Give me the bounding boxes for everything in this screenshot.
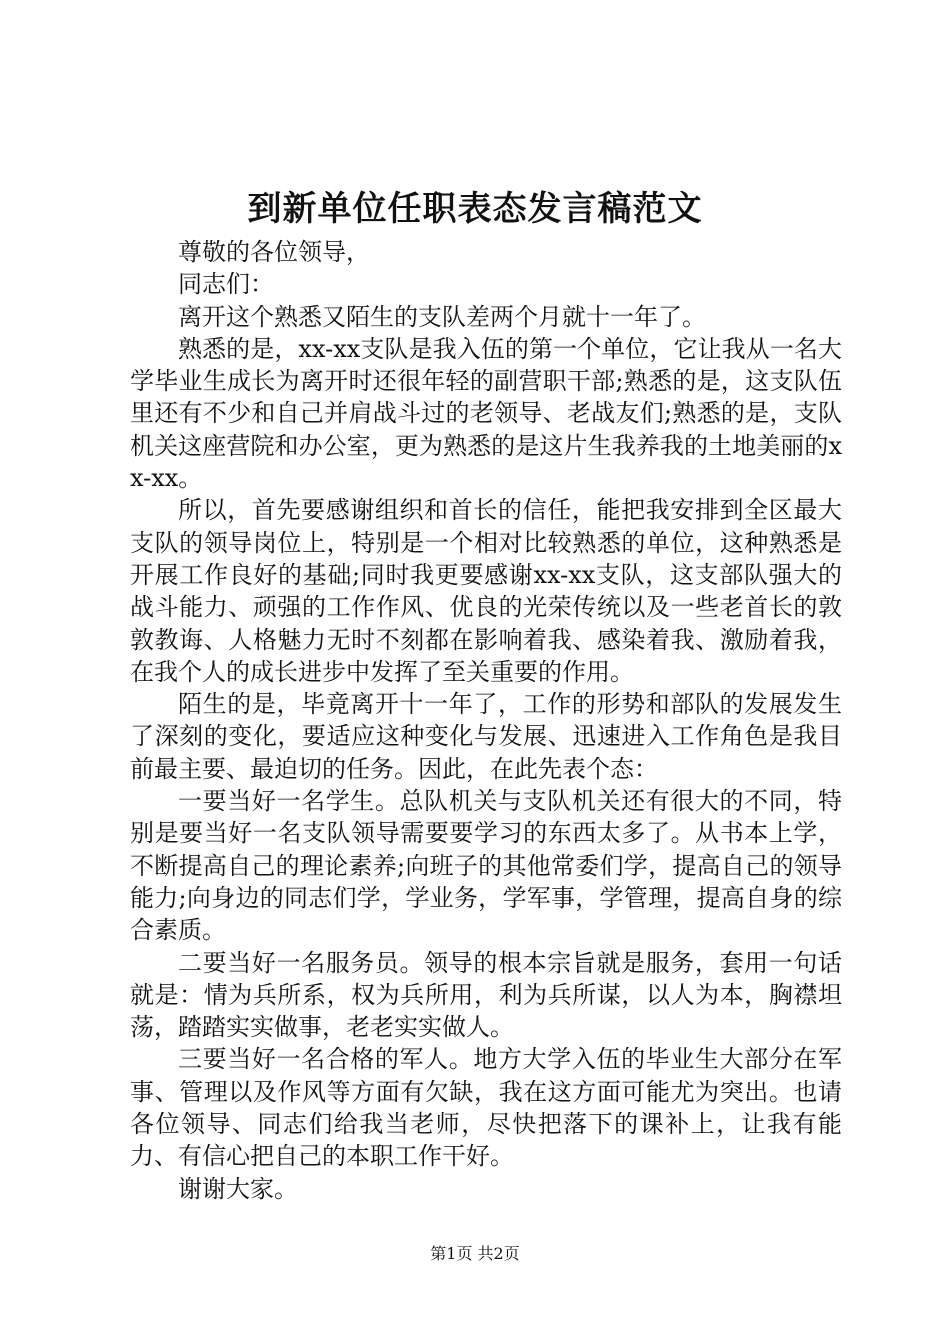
body-paragraph: 一要当好一名学生。总队机关与支队机关还有很大的不同，特别是要当好一名支队领导需要要学习的东西太多了。从书本上学，不断提高自己的理论素养;向班子的其他常委们学，提高自己的领导能力;向身边的同志们学，学业务，学军事，学管理，提高自身的综合素质。: [130, 787, 842, 945]
body-paragraph: 陌生的是，毕竟离开十一年了，工作的形势和部队的发展发生了深刻的变化，要适应这种变化与发展、迅速进入工作角色是我目前最主要、最迫切的任务。因此，在此先表个态：: [130, 690, 842, 783]
salutation-leaders: 尊敬的各位领导，: [178, 238, 370, 266]
page-footer: 第1页 共2页: [430, 1244, 520, 1263]
document-body: [130, 236, 842, 1205]
body-paragraph: 离开这个熟悉又陌生的支队差两个月就十一年了。: [178, 302, 706, 331]
closing-thanks: 谢谢大家。: [178, 1174, 298, 1203]
salutation-comrades: 同志们：: [178, 270, 274, 299]
body-paragraph: 所以，首先要感谢组织和首长的信任，能把我安排到全区最大支队的领导岗位上，特别是一个相对比较熟悉的单位，这种熟悉是开展工作良好的基础;同时我更要感谢xx-xx支队，这支部队强大的战斗能力、顽强的工作作风、优良的光荣传统以及一些老首长的敦敦教诲、人格魅力无时不刻都在影响着我、感染着我、激励着我，在我个人的成长进步中发挥了至关重要的作用。: [130, 496, 842, 686]
document-title: 到新单位任职表态发言稿范文: [247, 189, 703, 229]
body-paragraph: 熟悉的是，xx-xx支队是我入伍的第一个单位，它让我从一名大学毕业生成长为离开时还很年轻的副营职干部;熟悉的是，这支队伍里还有不少和自己并肩战斗过的老领导、老战友们;熟悉的是，支队机关这座营院和办公室，更为熟悉的是这片生我养我的土地美丽的xx-xx。: [130, 334, 842, 493]
body-paragraph: 三要当好一名合格的军人。地方大学入伍的毕业生大部分在军事、管理以及作风等方面有欠缺，我在这方面可能尤为突出。也请各位领导、同志们给我当老师，尽快把落下的课补上，让我有能力、有信心把自己的本职工作干好。: [130, 1045, 842, 1171]
body-paragraph: 二要当好一名服务员。领导的根本宗旨就是服务，套用一句话就是：情为兵所系，权为兵所用，利为兵所谋，以人为本，胸襟坦荡，踏踏实实做事，老老实实做人。: [130, 948, 842, 1042]
